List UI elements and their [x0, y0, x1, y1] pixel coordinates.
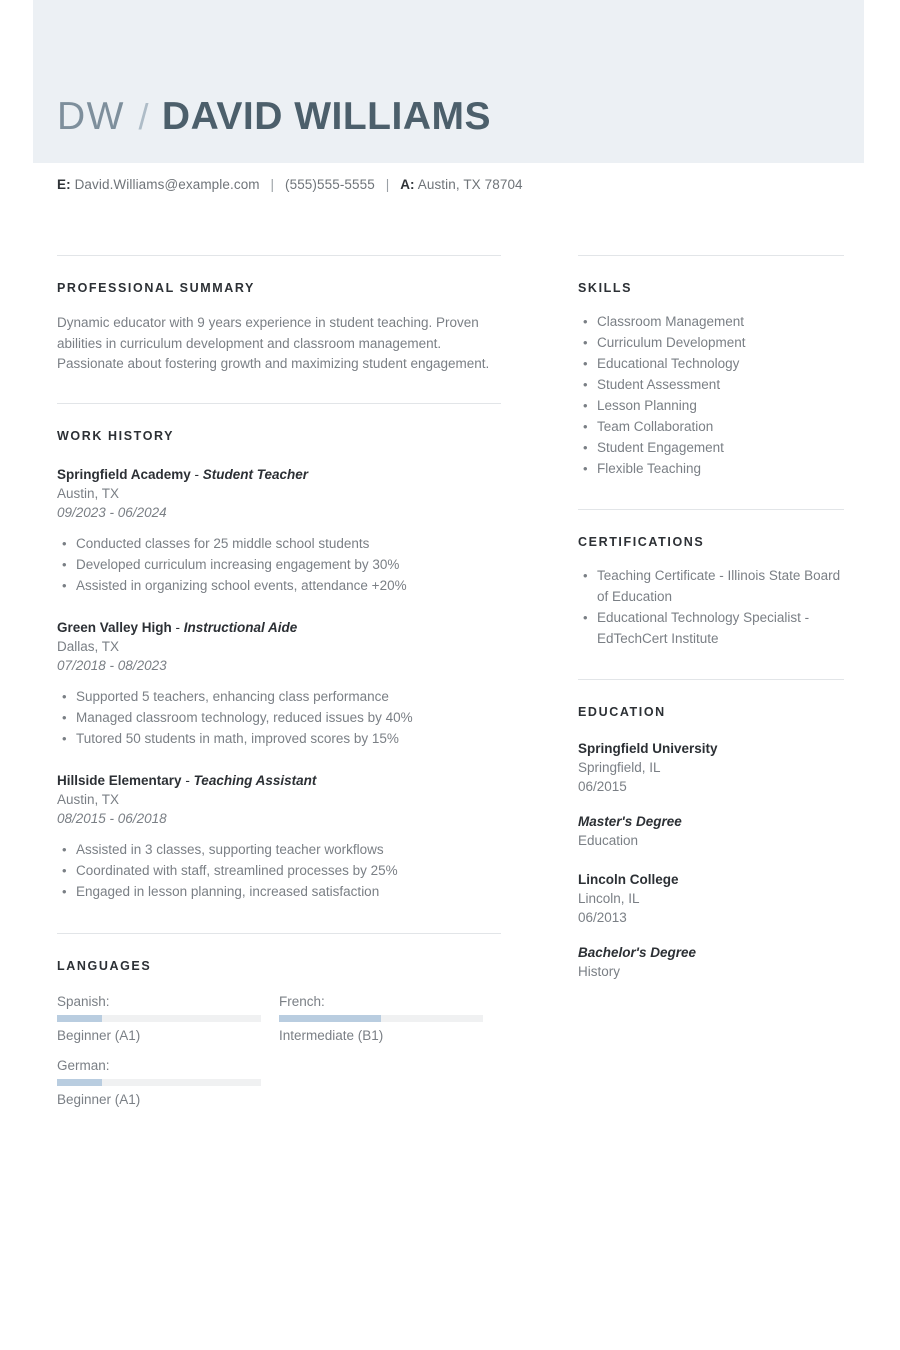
section-title-work-history: WORK HISTORY: [57, 428, 175, 443]
work-entry: [57, 771, 501, 902]
work-bullets: [57, 533, 501, 596]
work-entry-heading: [57, 465, 501, 484]
phone-value: (555)555-5555: [284, 177, 375, 192]
section-title-certifications: CERTIFICATIONS: [578, 535, 705, 549]
work-entry: [57, 465, 501, 596]
work-entry-heading: [57, 618, 501, 637]
section-title-languages: LANGUAGES: [57, 958, 152, 973]
language-item: [279, 992, 501, 1045]
work-bullet: • Managed classroom technology, reduced issues by 40%: [76, 707, 501, 728]
work-bullet: • Assisted in organizing school events, attendance +20%: [76, 575, 501, 596]
left-column: [57, 255, 501, 1120]
education-degree: Master's Degree: [578, 814, 682, 829]
education-date: 06/2015: [578, 779, 627, 794]
candidate-name: DAVID WILLIAMS: [161, 95, 491, 138]
skill-item: • Lesson Planning: [597, 395, 844, 416]
email-label: E:: [57, 177, 71, 192]
contact-separator-2: |: [385, 177, 390, 192]
divider-work-history: [57, 403, 501, 404]
work-bullet: • Supported 5 teachers, enhancing class performance: [76, 686, 501, 707]
work-bullets: [57, 686, 501, 749]
section-title-education: EDUCATION: [578, 705, 666, 719]
language-level: Intermediate (B1): [279, 1027, 384, 1043]
language-bar-track: [57, 1079, 261, 1086]
language-bar-track: [57, 1015, 261, 1022]
education-location: Springfield, IL: [578, 760, 661, 775]
work-location: Austin, TX: [57, 791, 120, 807]
education-location: Lincoln, IL: [578, 891, 640, 906]
education-school: Springfield University: [578, 741, 718, 756]
skill-item: • Team Collaboration: [597, 416, 844, 437]
education-entry: [578, 739, 844, 850]
work-entry: [57, 618, 501, 749]
education-field: Education: [578, 833, 639, 848]
work-dash: -: [190, 466, 203, 482]
skill-item: • Classroom Management: [597, 311, 844, 332]
work-dates: 07/2018 - 08/2023: [57, 657, 167, 673]
language-name: Spanish:: [57, 993, 110, 1009]
work-location: Dallas, TX: [57, 638, 120, 654]
certification-item: • Educational Technology Specialist - EdTechCert Institute: [597, 607, 844, 649]
language-item: [57, 1056, 279, 1109]
divider-education: [578, 679, 844, 680]
work-bullet: • Developed curriculum increasing engagement by 30%: [76, 554, 501, 575]
work-bullet: • Assisted in 3 classes, supporting teacher workflows: [76, 839, 501, 860]
work-bullets: [57, 839, 501, 902]
section-title-summary: PROFESSIONAL SUMMARY: [57, 281, 255, 295]
right-column: [578, 255, 844, 981]
work-company: Green Valley High: [57, 619, 172, 635]
skill-item: • Educational Technology: [597, 353, 844, 374]
work-bullet: • Coordinated with staff, streamlined processes by 25%: [76, 860, 501, 881]
work-dates: 09/2023 - 06/2024: [57, 504, 167, 520]
page-title: [57, 97, 491, 136]
language-bar-fill: [57, 1015, 102, 1022]
language-bar-fill: [57, 1079, 102, 1086]
email-value: David.Williams@example.com: [74, 177, 260, 192]
contact-line: [57, 177, 523, 192]
education-field: History: [578, 964, 621, 979]
work-company: Springfield Academy: [57, 466, 191, 482]
initials-monogram: DW: [57, 95, 125, 138]
languages-grid: [57, 992, 501, 1120]
language-bar-fill: [279, 1015, 381, 1022]
divider-skills: [578, 255, 844, 256]
language-name: German:: [57, 1057, 110, 1073]
address-label: A:: [400, 177, 415, 192]
certification-item: • Teaching Certificate - Illinois State Board of Education: [597, 565, 844, 607]
education-school: Lincoln College: [578, 872, 679, 887]
header-band: [33, 0, 864, 163]
work-role: Student Teacher: [202, 466, 309, 482]
certifications-list: [578, 565, 844, 649]
work-location: Austin, TX: [57, 485, 120, 501]
work-bullet: • Tutored 50 students in math, improved scores by 15%: [76, 728, 501, 749]
skill-item: • Student Assessment: [597, 374, 844, 395]
contact-separator-1: |: [270, 177, 275, 192]
name-separator: /: [138, 96, 149, 137]
skill-item: • Student Engagement: [597, 437, 844, 458]
skill-item: • Curriculum Development: [597, 332, 844, 353]
education-entry: [578, 870, 844, 981]
work-bullet: • Conducted classes for 25 middle school students: [76, 533, 501, 554]
work-dash: -: [181, 772, 194, 788]
divider-summary: [57, 255, 501, 256]
page-left-margin: [0, 0, 33, 1350]
language-level: Beginner (A1): [57, 1027, 141, 1043]
divider-certifications: [578, 509, 844, 510]
summary-text: Dynamic educator with 9 years experience in student teaching. Proven abilities in curriculum development and classroom management. Passionate about fostering growth and maximizing student engagement.: [57, 315, 490, 371]
language-item: [57, 992, 279, 1045]
language-name: French:: [279, 993, 325, 1009]
work-role: Teaching Assistant: [193, 772, 317, 788]
skill-item: • Flexible Teaching: [597, 458, 844, 479]
skills-list: [578, 311, 844, 479]
education-date: 06/2013: [578, 910, 627, 925]
language-bar-track: [279, 1015, 483, 1022]
work-entry-heading: [57, 771, 501, 790]
work-dash: -: [171, 619, 184, 635]
section-title-skills: SKILLS: [578, 281, 633, 295]
work-dates: 08/2015 - 06/2018: [57, 810, 167, 826]
education-degree: Bachelor's Degree: [578, 945, 697, 960]
work-bullet: • Engaged in lesson planning, increased satisfaction: [76, 881, 501, 902]
divider-languages: [57, 933, 501, 934]
work-company: Hillside Elementary: [57, 772, 182, 788]
work-role: Instructional Aide: [183, 619, 298, 635]
address-value: Austin, TX 78704: [417, 177, 523, 192]
language-level: Beginner (A1): [57, 1091, 141, 1107]
